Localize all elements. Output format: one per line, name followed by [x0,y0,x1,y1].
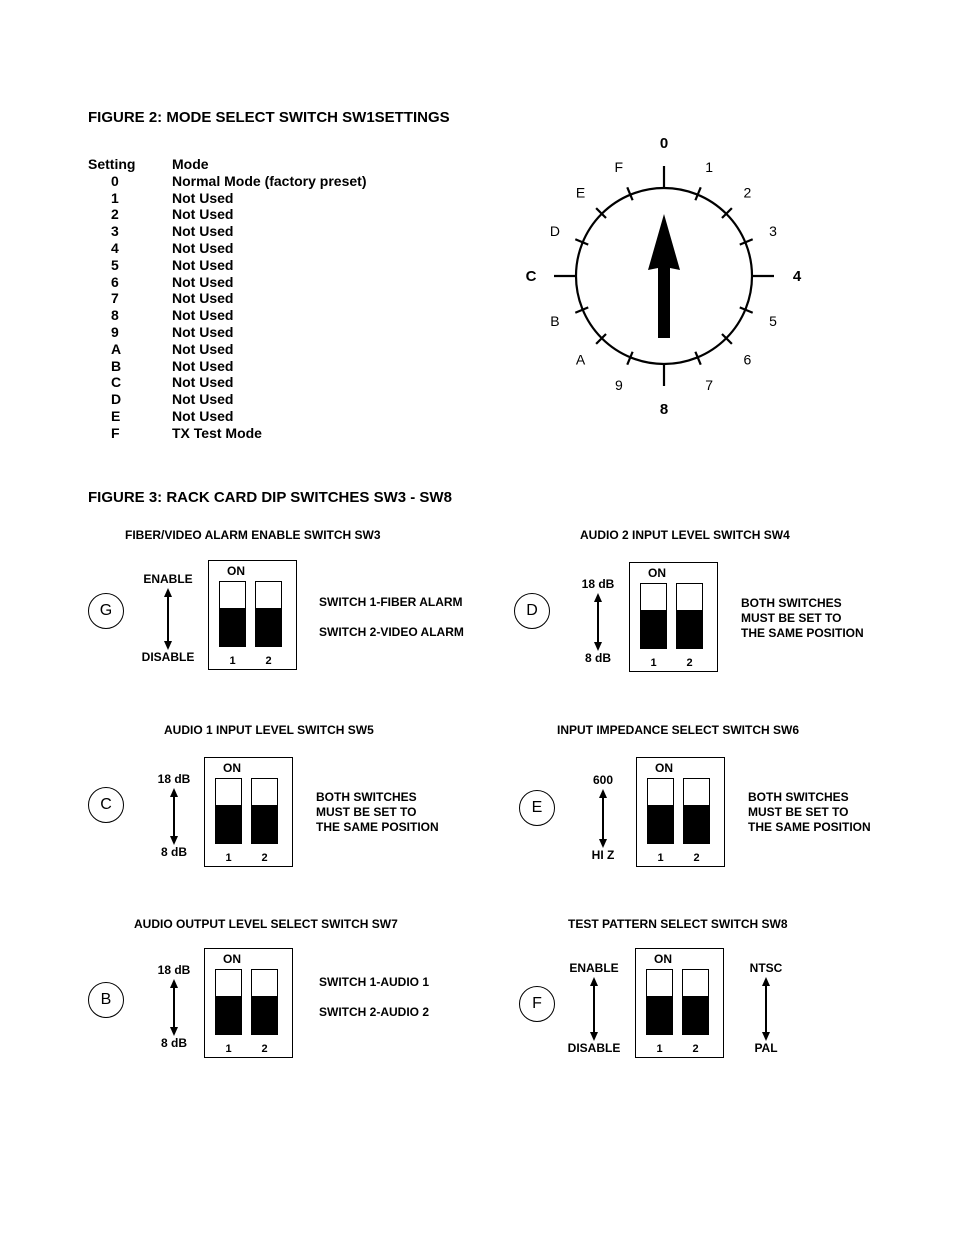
up-down-arrow-icon [163,588,173,650]
description-line: THE SAME POSITION [741,626,864,640]
table-row [88,425,366,442]
figure-3-title: FIGURE 3: RACK CARD DIP SWITCHES SW3 - SW8 [88,489,452,506]
switch-lever [216,805,241,843]
dial-label: 4 [792,268,802,285]
mode-header: Mode [172,156,209,172]
description-line: THE SAME POSITION [316,820,439,834]
switch-number: 1 [656,1043,663,1055]
dip-switch [636,757,725,867]
mode-value: Not Used [172,206,234,223]
on-label: ON [648,566,666,580]
switch-description [748,790,871,835]
mode-value: Not Used [172,407,234,424]
mode-value: Not Used [172,189,234,206]
on-label: ON [655,761,673,775]
up-down-arrow-icon [169,979,179,1036]
up-down-arrow-icon [169,788,179,845]
mode-settings-table [88,156,366,442]
figure-2-title: FIGURE 2: MODE SELECT SWITCH SW1SETTINGS [88,109,450,126]
description-line: BOTH SWITCHES [748,790,849,804]
switch-lever [683,996,708,1034]
switch-slot [215,778,242,844]
table-row [88,341,366,358]
arrow-bottom-label: 8 dB [160,1036,188,1050]
mode-value: Not Used [172,273,234,290]
switch-id-circle: F [519,986,555,1022]
arrow-bottom-label: DISABLE [141,650,195,664]
setting-value: 6 [111,273,119,290]
switch-title: TEST PATTERN SELECT SWITCH SW8 [568,917,788,931]
description-line: MUST BE SET TO [316,805,417,819]
table-row [88,206,366,223]
switch-lever [684,805,709,843]
switch-title: AUDIO OUTPUT LEVEL SELECT SWITCH SW7 [134,917,398,931]
switch-number: 1 [225,852,232,864]
table-row [88,274,366,291]
arrow-top-label: 18 dB [157,772,191,786]
setting-value: A [111,340,122,357]
mode-value: Not Used [172,290,234,307]
table-row [88,408,366,425]
switch-lever [677,610,702,648]
switch-slot [219,581,246,647]
dip-switch-block [88,528,508,698]
description-line: MUST BE SET TO [741,611,842,625]
up-down-arrow-icon [593,593,603,651]
dial-label: A [575,351,586,368]
dial-tick [722,334,732,344]
dip-switch-block [519,723,939,893]
switch-description [319,587,464,647]
setting-value: 3 [111,223,119,240]
switch-title: INPUT IMPEDANCE SELECT SWITCH SW6 [557,723,800,737]
table-row [88,391,366,408]
up-down-arrow-icon [598,789,608,848]
dial-label: D [549,222,561,239]
switch-title: AUDIO 1 INPUT LEVEL SWITCH SW5 [164,723,374,737]
arrow-top-label: ENABLE [569,961,619,975]
switch-number: 1 [225,1043,232,1055]
table-row [88,290,366,307]
switch-lever [216,996,241,1034]
dip-switch [204,948,293,1058]
setting-value: 8 [111,307,119,324]
switch-lever [252,996,277,1034]
dial-label: 7 [705,377,714,394]
table-row [88,358,366,375]
mode-value: Not Used [172,391,234,408]
table-row [88,374,366,391]
switch-id-circle: D [514,593,550,629]
switch-slot [683,778,710,844]
dial-tick [722,208,732,218]
right-arrow-top-label: NTSC [749,961,783,975]
switch-lever [220,608,245,646]
setting-value: B [111,357,122,374]
setting-value: C [111,374,122,391]
setting-value: 9 [111,323,119,340]
description-line: SWITCH 2-VIDEO ALARM [319,625,464,639]
dip-switch [629,562,718,672]
table-row [88,324,366,341]
arrow-bottom-label: 8 dB [160,845,188,859]
on-label: ON [223,952,241,966]
up-down-arrow-icon [589,977,599,1041]
arrow-bottom-label: DISABLE [567,1041,621,1055]
switch-slot [251,778,278,844]
switch-title: FIBER/VIDEO ALARM ENABLE SWITCH SW3 [125,528,381,542]
dial-pointer-arrow [648,214,680,338]
setting-value: 0 [111,172,119,189]
arrow-bottom-label: 8 dB [584,651,612,665]
switch-number: 2 [261,1043,268,1055]
setting-value: 7 [111,290,119,307]
switch-number: 2 [692,1043,699,1055]
mode-value: Not Used [172,374,234,391]
arrow-bottom-label: HI Z [591,848,615,862]
dip-switch-block [88,723,508,893]
arrow-top-label: ENABLE [143,572,193,586]
table-row [88,190,366,207]
dial-label: 5 [769,313,777,330]
dial-label: 9 [614,377,623,394]
switch-slot [215,969,242,1035]
dial-label: C [525,268,537,285]
mode-value: Normal Mode (factory preset) [172,172,367,189]
switch-slot [682,969,709,1035]
dial-label: 6 [743,351,752,368]
dial-label: 3 [769,222,777,239]
dip-switch [635,948,724,1058]
switch-lever [648,805,673,843]
on-label: ON [654,952,672,966]
description-line: BOTH SWITCHES [741,596,842,610]
mode-value: TX Test Mode [172,424,262,441]
up-down-arrow-icon [761,977,771,1041]
dial-label: E [575,184,586,201]
table-row [88,223,366,240]
mode-value: Not Used [172,239,234,256]
switch-number: 2 [693,852,700,864]
switch-slot [255,581,282,647]
switch-id-circle: B [88,982,124,1018]
setting-value: 5 [111,256,119,273]
switch-lever [647,996,672,1034]
switch-description [319,967,429,1027]
description-line: SWITCH 1-AUDIO 1 [319,975,430,989]
right-arrow-bottom-label: PAL [754,1041,778,1055]
mode-value: Not Used [172,307,234,324]
switch-lever [641,610,666,648]
switch-slot [640,583,667,649]
description-line: SWITCH 2-AUDIO 2 [319,1005,430,1019]
switch-number: 2 [261,852,268,864]
description-line: THE SAME POSITION [748,820,871,834]
switch-description [741,596,864,641]
dip-switch-block [88,917,508,1087]
switch-description [316,790,439,835]
dip-switch [208,560,297,670]
switch-lever [252,805,277,843]
switch-number: 1 [229,655,236,667]
dial-label: 8 [659,401,669,418]
description-line: MUST BE SET TO [748,805,849,819]
table-row [88,257,366,274]
switch-number: 1 [657,852,664,864]
table-row [88,240,366,257]
dip-switch-block [514,528,934,698]
table-row [88,307,366,324]
switch-id-circle: C [88,787,124,823]
dial-label: F [614,158,624,175]
on-label: ON [223,761,241,775]
setting-value: 1 [111,189,119,206]
switch-lever [256,608,281,646]
switch-number: 1 [650,657,657,669]
switch-title: AUDIO 2 INPUT LEVEL SWITCH SW4 [580,528,790,542]
switch-number: 2 [265,655,272,667]
switch-slot [251,969,278,1035]
setting-value: D [111,391,122,408]
dial-label: 2 [743,184,752,201]
dip-switch-block [519,917,939,1087]
description-line: SWITCH 1-FIBER ALARM [319,595,463,609]
switch-number: 2 [686,657,693,669]
dial-tick [596,208,606,218]
dial-label: B [550,313,560,330]
mode-value: Not Used [172,223,234,240]
dial-tick [596,334,606,344]
on-label: ON [227,564,245,578]
switch-slot [647,778,674,844]
mode-value: Not Used [172,357,234,374]
setting-value: 4 [111,239,119,256]
setting-header: Setting [88,156,136,172]
setting-value: 2 [111,206,119,223]
arrow-top-label: 18 dB [581,577,615,591]
setting-value: F [111,424,120,441]
mode-value: Not Used [172,340,234,357]
description-line: BOTH SWITCHES [316,790,417,804]
dial-label: 1 [705,158,714,175]
switch-slot [676,583,703,649]
mode-value: Not Used [172,323,234,340]
dial-label: 0 [659,135,669,152]
rotary-switch-dial [500,130,840,420]
arrow-top-label: 18 dB [157,963,191,977]
setting-value: E [111,407,121,424]
switch-id-circle: E [519,790,555,826]
dip-switch [204,757,293,867]
arrow-top-label: 600 [592,773,614,787]
switch-slot [646,969,673,1035]
table-header [88,156,366,173]
table-row [88,173,366,190]
mode-value: Not Used [172,256,234,273]
switch-id-circle: G [88,593,124,629]
